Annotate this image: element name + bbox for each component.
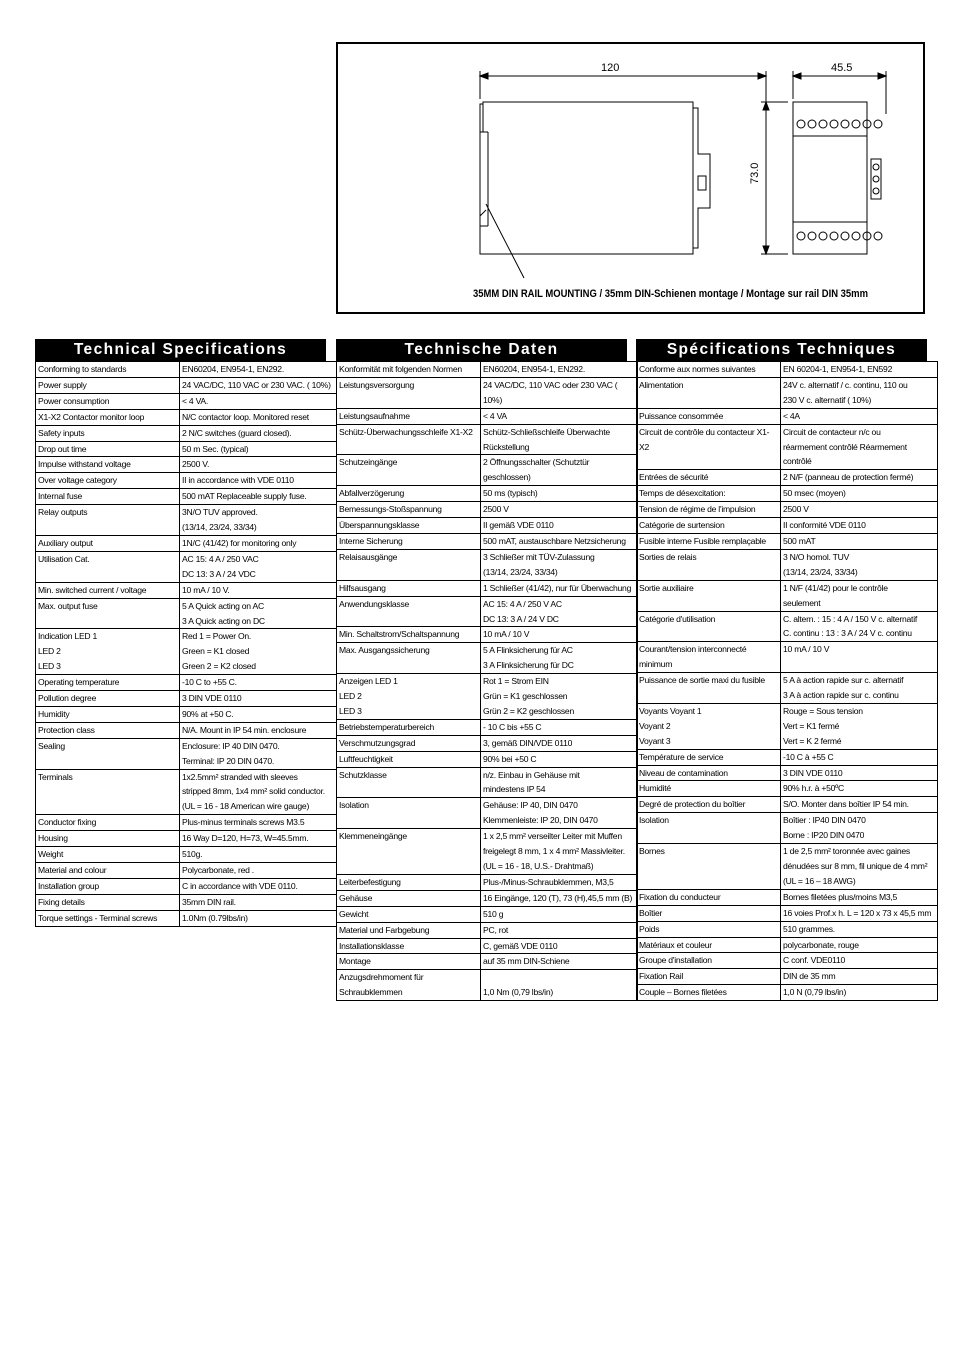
spec-key: Pollution degree [36, 691, 180, 707]
spec-row [637, 673, 938, 704]
spec-value: 5 A Quick acting on AC 3 A Quick acting on DC [180, 598, 337, 629]
spec-row [337, 643, 638, 674]
spec-key: Température de service [637, 749, 781, 765]
spec-value: 2500 V [481, 502, 638, 518]
spec-row [36, 894, 337, 910]
spec-row [637, 502, 938, 518]
spec-value: 510 grammes. [781, 921, 938, 937]
spec-table-de [336, 361, 638, 1001]
spec-value: 2500 V. [180, 457, 337, 473]
spec-key: Conforming to standards [36, 362, 180, 378]
spec-row [337, 922, 638, 938]
spec-key: Anzugsdrehmoment für Schraubklemmen [337, 970, 481, 1001]
spec-row [637, 813, 938, 844]
spec-key: Boîtier [637, 905, 781, 921]
spec-row [637, 533, 938, 549]
spec-value: 16 voies Prof.x h. L = 120 x 73 x 45,5 mm [781, 905, 938, 921]
spec-value: 3 N/O homol. TUV (13/14, 23/24, 33/34) [781, 549, 938, 580]
spec-key: Schutzklasse [337, 767, 481, 798]
spec-key: Matériaux et couleur [637, 937, 781, 953]
spec-row [36, 457, 337, 473]
spec-key: Utilisation Cat. [36, 551, 180, 582]
spec-value: 10 mA / 10 V [781, 642, 938, 673]
spec-value: 1 Schließer (41/42), nur für Überwachung [481, 580, 638, 596]
spec-value: EN60204, EN954-1, EN292. [481, 362, 638, 378]
spec-value: Enclosure: IP 40 DIN 0470. Terminal: IP 20 DIN 0470. [180, 738, 337, 769]
spec-key: Indication LED 1 LED 2 LED 3 [36, 629, 180, 675]
spec-row [36, 722, 337, 738]
spec-key: Housing [36, 831, 180, 847]
spec-row [637, 889, 938, 905]
technische-daten-de [336, 339, 633, 1001]
spec-value: 50 m Sec. (typical) [180, 441, 337, 457]
dimension-drawing [336, 42, 925, 314]
dim-length-label: 120 [601, 62, 620, 74]
spec-row [637, 921, 938, 937]
spec-value: Rot 1 = Strom EIN Grün = K1 geschlossen Grün 2 = K2 geschlossen [481, 674, 638, 720]
spec-key: Leistungsversorgung [337, 377, 481, 408]
spec-key: Operating temperature [36, 675, 180, 691]
spec-row [36, 629, 337, 675]
spec-key: Montage [337, 954, 481, 970]
spec-value: 3 Schließer mit TÜV-Zulassung (13/14, 23/24, 33/34) [481, 549, 638, 580]
spec-value: 1 de 2,5 mm² toronnée avec gaines dénudées sur 8 mm, fil unique de 4 mm² (UL = 16 – 18 AWG) [781, 844, 938, 890]
spec-value: 1,0 N (0,79 lbs/in) [781, 985, 938, 1001]
spec-value: -10 C à +55 C [781, 749, 938, 765]
spec-row [637, 518, 938, 534]
spec-title-fr: Spécifications Techniques [636, 339, 927, 361]
spec-value: 1 x 2,5 mm² verseilter Leiter mit Muffen freigelegt 8 mm, 1 x 4 mm² Massivleiter. (UL = 16 - 18, U.S.- Drahtmaß) [481, 829, 638, 875]
spec-row [36, 362, 337, 378]
spec-table-en [35, 361, 337, 927]
spec-key: Leiterbefestigung [337, 874, 481, 890]
spec-value: Plus-/Minus-Schraubklemmen, M3,5 [481, 874, 638, 890]
spec-value: PC, rot [481, 922, 638, 938]
spec-row [637, 424, 938, 470]
spec-value: 1,0 Nm (0,79 lbs/in) [481, 970, 638, 1001]
spec-value: Bornes filetées plus/moins M3,5 [781, 889, 938, 905]
spec-value: AC 15: 4 A / 250 V AC DC 13: 3 A / 24 V DC [481, 596, 638, 627]
spec-row [36, 535, 337, 551]
spec-value: C, gemäß VDE 0110 [481, 938, 638, 954]
spec-key: Sorties de relais [637, 549, 781, 580]
spec-value: 10 mA / 10 V. [180, 582, 337, 598]
spec-key: Humidity [36, 706, 180, 722]
spec-row [36, 582, 337, 598]
spec-key: Installationsklasse [337, 938, 481, 954]
spec-key: Degré de protection du boîtier [637, 797, 781, 813]
spec-value: 5 A Flinksicherung für AC 3 A Flinksicherung für DC [481, 643, 638, 674]
spec-value: Polycarbonate, red . [180, 863, 337, 879]
spec-value: 90% at +50 C. [180, 706, 337, 722]
spec-value: Plus-minus terminals screws M3.5 [180, 815, 337, 831]
spec-key: Safety inputs [36, 425, 180, 441]
spec-key: Power consumption [36, 393, 180, 409]
spec-key: Betriebstemperaturbereich [337, 719, 481, 735]
spec-row [337, 890, 638, 906]
spec-value: 500 mAT Replaceable supply fuse. [180, 489, 337, 505]
spec-key: Tension de régime de l'impulsion [637, 502, 781, 518]
spec-key: Protection class [36, 722, 180, 738]
spec-value: Schütz-Schließschleife Überwachte Rückstellung [481, 424, 638, 455]
spec-row [637, 580, 938, 611]
spec-row [337, 674, 638, 720]
specifications-techniques-fr [636, 339, 932, 1001]
spec-key: Impulse withstand voltage [36, 457, 180, 473]
spec-row [337, 455, 638, 486]
spec-value: 5 A à action rapide sur c. alternatif 3 A à action rapide sur c. continu [781, 673, 938, 704]
spec-row [36, 425, 337, 441]
spec-row [36, 598, 337, 629]
drawing-caption: 35MM DIN RAIL MOUNTING / 35mm DIN-Schienen montage / Montage sur rail DIN 35mm [473, 288, 869, 300]
spec-row [36, 551, 337, 582]
terminal-screws-top [797, 120, 882, 128]
spec-row [36, 377, 337, 393]
spec-value: 16 Eingänge, 120 (T), 73 (H),45,5 mm (B) [481, 890, 638, 906]
spec-key: Puissance consommée [637, 408, 781, 424]
spec-value: < 4 VA. [180, 393, 337, 409]
spec-key: Verschmutzungsgrad [337, 735, 481, 751]
spec-value: 35mm DIN rail. [180, 894, 337, 910]
spec-row [637, 642, 938, 673]
spec-value: 2 Öffnungsschalter (Schutztür geschlossen) [481, 455, 638, 486]
spec-key: Gewicht [337, 906, 481, 922]
terminal-screws-bottom [797, 232, 882, 240]
spec-value: 24 VAC/DC, 110 VAC or 230 VAC. ( 10%) [180, 377, 337, 393]
spec-value: Red 1 = Power On. Green = K1 closed Green 2 = K2 closed [180, 629, 337, 675]
spec-row [637, 937, 938, 953]
spec-key: Niveau de contamination [637, 765, 781, 781]
spec-key: Material and colour [36, 863, 180, 879]
spec-key: Anzeigen LED 1 LED 2 LED 3 [337, 674, 481, 720]
spec-row [637, 985, 938, 1001]
spec-row [337, 874, 638, 890]
spec-row [36, 863, 337, 879]
spec-row [337, 954, 638, 970]
spec-value: S/O. Monter dans boîtier IP 54 min. [781, 797, 938, 813]
spec-value: 510g. [180, 847, 337, 863]
dim-height-label: 73.0 [749, 162, 761, 184]
spec-row [36, 691, 337, 707]
spec-value: auf 35 mm DIN-Schiene [481, 954, 638, 970]
spec-key: Puissance de sortie maxi du fusible [637, 673, 781, 704]
spec-value: DIN de 35 mm [781, 969, 938, 985]
spec-key: Konformität mit folgenden Normen [337, 362, 481, 378]
dimension-drawing-svg [338, 44, 923, 312]
spec-row [36, 831, 337, 847]
spec-row [337, 719, 638, 735]
spec-value: -10 C to +55 C. [180, 675, 337, 691]
spec-row [337, 486, 638, 502]
spec-row [637, 470, 938, 486]
spec-row [337, 502, 638, 518]
spec-key: Luftfeuchtigkeit [337, 751, 481, 767]
spec-key: Hilfsausgang [337, 580, 481, 596]
dim-width-label: 45.5 [831, 62, 853, 74]
spec-key: Installation group [36, 878, 180, 894]
spec-value: 3 DIN VDE 0110 [781, 765, 938, 781]
spec-value: Gehäuse: IP 40, DIN 0470 Klemmenleiste: IP 20, DIN 0470 [481, 798, 638, 829]
spec-value: N/C contactor loop. Monitored reset [180, 409, 337, 425]
spec-key: Anwendungsklasse [337, 596, 481, 627]
spec-key: Over voltage category [36, 473, 180, 489]
spec-title-en: Technical Specifications [35, 339, 326, 361]
spec-row [637, 486, 938, 502]
spec-value: 1x2.5mm² stranded with sleeves stripped 8mm, 1x4 mm² solid conductor. (UL = 16 - 18 American wire gauge) [180, 769, 337, 815]
spec-row [337, 549, 638, 580]
spec-row [36, 706, 337, 722]
spec-key: Fixing details [36, 894, 180, 910]
spec-key: X1-X2 Contactor monitor loop [36, 409, 180, 425]
spec-row [637, 611, 938, 642]
spec-value: C in accordance with VDE 0110. [180, 878, 337, 894]
spec-row [337, 424, 638, 455]
spec-value: EN60204, EN954-1, EN292. [180, 362, 337, 378]
spec-value: 24V c. alternatif / c. continu, 110 ou 230 V c. alternatif ( 10%) [781, 377, 938, 408]
spec-value: C conf. VDE0110 [781, 953, 938, 969]
spec-key: Circuit de contrôle du contacteur X1-X2 [637, 424, 781, 470]
spec-value: 500 mAT [781, 533, 938, 549]
spec-row [36, 473, 337, 489]
spec-row [337, 580, 638, 596]
spec-key: Torque settings - Terminal screws [36, 910, 180, 926]
spec-value: II gemäß VDE 0110 [481, 518, 638, 534]
side-view-outline [480, 102, 710, 254]
spec-value: 3N/O TUV approved. (13/14, 23/24, 33/34) [180, 505, 337, 536]
spec-row [337, 798, 638, 829]
spec-key: Entrées de sécurité [637, 470, 781, 486]
spec-value: 90% bei +50 C [481, 751, 638, 767]
spec-value: 50 ms (typisch) [481, 486, 638, 502]
spec-value: 24 VAC/DC, 110 VAC oder 230 VAC ( 10%) [481, 377, 638, 408]
spec-key: Weight [36, 847, 180, 863]
spec-title-de: Technische Daten [336, 339, 627, 361]
spec-key: Schutzeingänge [337, 455, 481, 486]
spec-key: Überspannungsklasse [337, 518, 481, 534]
spec-key: Sealing [36, 738, 180, 769]
spec-key: Min. switched current / voltage [36, 582, 180, 598]
spec-value: Rouge = Sous tension Vert = K1 fermé Vert = K 2 fermé [781, 703, 938, 749]
spec-row [36, 815, 337, 831]
spec-value: 1N/C (41/42) for monitoring only [180, 535, 337, 551]
spec-value: 3, gemäß DIN/VDE 0110 [481, 735, 638, 751]
spec-row [337, 829, 638, 875]
spec-row [637, 844, 938, 890]
spec-value: - 10 C bis +55 C [481, 719, 638, 735]
spec-value: 1.0Nm (0.79lbs/in) [180, 910, 337, 926]
spec-value: II conformité VDE 0110 [781, 518, 938, 534]
spec-row [36, 675, 337, 691]
spec-key: Bornes [637, 844, 781, 890]
spec-key: Auxiliary output [36, 535, 180, 551]
spec-key: Klemmeneingänge [337, 829, 481, 875]
spec-key: Max. output fuse [36, 598, 180, 629]
spec-value: C. altern. : 15 : 4 A / 150 V c. alternatif C. continu : 13 : 3 A / 24 V c. continu [781, 611, 938, 642]
spec-value: II in accordance with VDE 0110 [180, 473, 337, 489]
spec-value: < 4A [781, 408, 938, 424]
spec-key: Poids [637, 921, 781, 937]
spec-row [36, 878, 337, 894]
spec-row [637, 703, 938, 749]
spec-key: Conforme aux normes suivantes [637, 362, 781, 378]
spec-row [637, 905, 938, 921]
spec-key: Fixation du conducteur [637, 889, 781, 905]
spec-key: Abfallverzögerung [337, 486, 481, 502]
spec-row [337, 735, 638, 751]
spec-value: n/z. Einbau in Gehäuse mit mindestens IP 54 [481, 767, 638, 798]
spec-value: 1 N/F (41/42) pour le contrôle seulement [781, 580, 938, 611]
spec-key: Fusible interne Fusible remplaçable [637, 533, 781, 549]
spec-row [36, 769, 337, 815]
spec-row [637, 408, 938, 424]
spec-row [637, 765, 938, 781]
spec-row [337, 751, 638, 767]
spec-value: 3 DIN VDE 0110 [180, 691, 337, 707]
technical-specifications-en [35, 339, 331, 927]
spec-row [337, 408, 638, 424]
spec-key: Relaisausgänge [337, 549, 481, 580]
spec-value: < 4 VA [481, 408, 638, 424]
spec-value: 2500 V [781, 502, 938, 518]
spec-value: 2 N/C switches (guard closed). [180, 425, 337, 441]
spec-row [36, 847, 337, 863]
spec-row [637, 953, 938, 969]
spec-key: Voyants Voyant 1 Voyant 2 Voyant 3 [637, 703, 781, 749]
spec-value: 510 g [481, 906, 638, 922]
spec-value: Circuit de contacteur n/c ou réarmement contrôlé Réarmement contrôlé [781, 424, 938, 470]
spec-key: Gehäuse [337, 890, 481, 906]
spec-key: Schütz-Überwachungsschleife X1-X2 [337, 424, 481, 455]
spec-value: EN 60204-1, EN954-1, EN592 [781, 362, 938, 378]
spec-row [337, 627, 638, 643]
spec-key: Internal fuse [36, 489, 180, 505]
spec-row [36, 489, 337, 505]
spec-row [36, 738, 337, 769]
spec-key: Fixation Rail [637, 969, 781, 985]
spec-row [337, 906, 638, 922]
spec-row [36, 409, 337, 425]
spec-row [337, 362, 638, 378]
spec-row [637, 549, 938, 580]
spec-row [637, 377, 938, 408]
spec-key: Alimentation [637, 377, 781, 408]
spec-key: Isolation [637, 813, 781, 844]
spec-key: Catégorie d'utilisation [637, 611, 781, 642]
spec-key: Catégorie de surtension [637, 518, 781, 534]
spec-key: Groupe d'installation [637, 953, 781, 969]
spec-row [637, 797, 938, 813]
spec-value: AC 15: 4 A / 250 VAC DC 13: 3 A / 24 VDC [180, 551, 337, 582]
spec-row [337, 377, 638, 408]
spec-value: 90% h.r. à +50ºC [781, 781, 938, 797]
spec-row [337, 970, 638, 1001]
spec-value: N/A. Mount in IP 54 min. enclosure [180, 722, 337, 738]
spec-row [36, 393, 337, 409]
spec-key: Sortie auxiliaire [637, 580, 781, 611]
spec-key: Temps de désexcitation: [637, 486, 781, 502]
spec-row [637, 362, 938, 378]
spec-key: Conductor fixing [36, 815, 180, 831]
spec-row [637, 749, 938, 765]
spec-value: Boîtier : IP40 DIN 0470 Borne : IP20 DIN 0470 [781, 813, 938, 844]
spec-key: Couple – Bornes filetées [637, 985, 781, 1001]
spec-key: Drop out time [36, 441, 180, 457]
spec-table-fr [636, 361, 938, 1001]
spec-value: 500 mAT, austauschbare Netzsicherung [481, 533, 638, 549]
spec-row [36, 505, 337, 536]
spec-key: Leistungsaufnahme [337, 408, 481, 424]
spec-row [637, 969, 938, 985]
spec-row [337, 518, 638, 534]
spec-row [36, 441, 337, 457]
spec-key: Max. Ausgangssicherung [337, 643, 481, 674]
spec-value: polycarbonate, rouge [781, 937, 938, 953]
spec-value: 50 msec (moyen) [781, 486, 938, 502]
spec-row [337, 767, 638, 798]
spec-value: 10 mA / 10 V [481, 627, 638, 643]
spec-key: Bemessungs-Stoßspannung [337, 502, 481, 518]
spec-value: 2 N/F (panneau de protection fermé) [781, 470, 938, 486]
spec-key: Humidité [637, 781, 781, 797]
spec-key: Min. Schaltstrom/Schaltspannung [337, 627, 481, 643]
spec-key: Interne Sicherung [337, 533, 481, 549]
spec-row [36, 910, 337, 926]
spec-key: Isolation [337, 798, 481, 829]
spec-key: Terminals [36, 769, 180, 815]
spec-key: Power supply [36, 377, 180, 393]
spec-key: Relay outputs [36, 505, 180, 536]
spec-key: Material und Farbgebung [337, 922, 481, 938]
spec-row [337, 596, 638, 627]
spec-key: Courant/tension interconnecté minimum [637, 642, 781, 673]
spec-row [337, 938, 638, 954]
spec-row [637, 781, 938, 797]
spec-value: 16 Way D=120, H=73, W=45.5mm. [180, 831, 337, 847]
spec-row [337, 533, 638, 549]
